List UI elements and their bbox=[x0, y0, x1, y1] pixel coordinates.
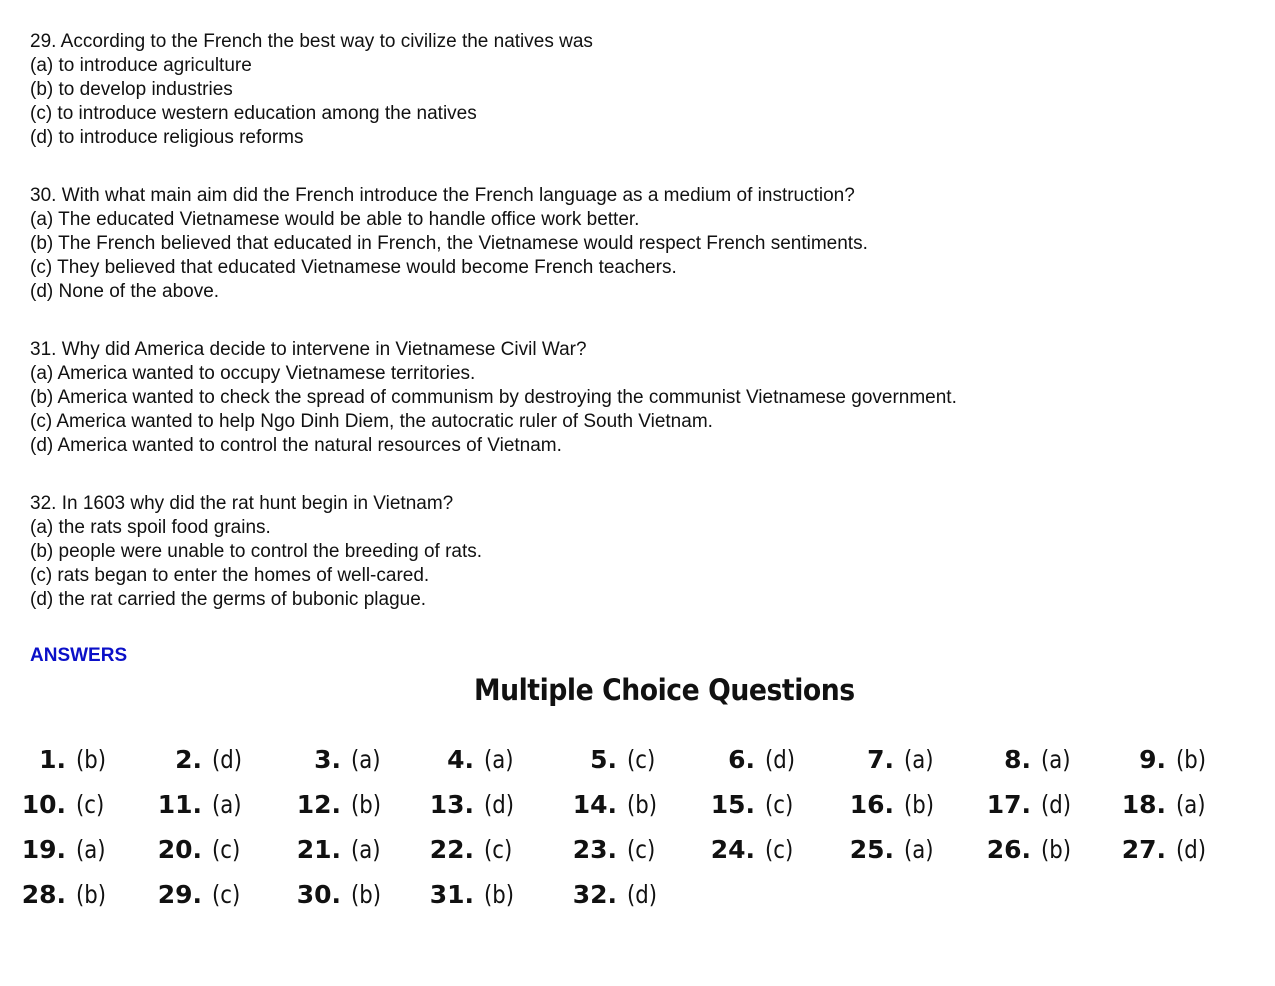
answer-cell bbox=[418, 875, 519, 915]
question-number: 27. bbox=[1121, 835, 1166, 864]
answer-choice: (a) bbox=[1041, 745, 1071, 774]
question-number: 8. bbox=[1004, 745, 1031, 774]
answer-choice: (b) bbox=[484, 880, 515, 909]
answer-choice: (a) bbox=[76, 835, 106, 864]
option-c: (c) to introduce western education among the natives bbox=[30, 103, 477, 124]
question-text: 31. Why did America decide to intervene in Vietnamese Civil War? bbox=[30, 339, 587, 360]
answer-choice: (b) bbox=[76, 880, 107, 909]
answer-choice: (c) bbox=[76, 790, 105, 819]
answer-choice: (d) bbox=[1176, 835, 1207, 864]
answer-cell bbox=[285, 875, 386, 915]
question-number: 20. bbox=[157, 835, 202, 864]
answer-choice: (d) bbox=[212, 745, 243, 774]
option-a: (a) to introduce agriculture bbox=[30, 55, 252, 76]
answer-cell bbox=[561, 785, 662, 825]
answer-row bbox=[0, 740, 1275, 780]
answer-choice: (a) bbox=[904, 745, 934, 774]
question-number: 12. bbox=[296, 790, 341, 819]
answer-choice: (b) bbox=[351, 880, 382, 909]
question-number: 31. bbox=[429, 880, 474, 909]
answer-choice: (b) bbox=[76, 745, 107, 774]
answer-cell bbox=[146, 875, 245, 915]
answer-cell bbox=[146, 740, 247, 780]
answer-cell bbox=[1110, 785, 1211, 825]
option-b: (b) people were unable to control the breeding of rats. bbox=[30, 541, 483, 562]
answer-choice: (d) bbox=[1041, 790, 1072, 819]
answer-choice: (c) bbox=[212, 835, 241, 864]
question-number: 28. bbox=[21, 880, 66, 909]
answer-cell bbox=[146, 785, 247, 825]
answers-heading: ANSWERS bbox=[30, 645, 128, 666]
option-a: (a) the rats spoil food grains. bbox=[30, 517, 271, 538]
answer-cell bbox=[561, 830, 660, 870]
option-b: (b) America wanted to check the spread of communism by destroying the communist Vietnamese government. bbox=[30, 387, 957, 408]
answer-cell bbox=[285, 740, 386, 780]
answer-choice: (a) bbox=[351, 835, 381, 864]
option-c: (c) They believed that educated Vietnamese would become French teachers. bbox=[30, 257, 677, 278]
question-number: 29. bbox=[157, 880, 202, 909]
answer-cell bbox=[418, 785, 519, 825]
answer-choice: (a) bbox=[212, 790, 242, 819]
answer-cell bbox=[699, 740, 800, 780]
question-number: 23. bbox=[572, 835, 617, 864]
answer-choice: (c) bbox=[484, 835, 513, 864]
question-number: 30. bbox=[296, 880, 341, 909]
question-text: 32. In 1603 why did the rat hunt begin in Vietnam? bbox=[30, 493, 454, 514]
answer-cell bbox=[10, 875, 111, 915]
question-31 bbox=[30, 338, 957, 458]
question-number: 17. bbox=[986, 790, 1031, 819]
answer-row bbox=[0, 785, 1275, 825]
question-number: 19. bbox=[21, 835, 66, 864]
question-number: 22. bbox=[429, 835, 474, 864]
answer-choice: (c) bbox=[212, 880, 241, 909]
option-d: (d) to introduce religious reforms bbox=[30, 127, 304, 148]
answer-cell bbox=[285, 785, 386, 825]
question-number: 3. bbox=[314, 745, 341, 774]
question-number: 2. bbox=[175, 745, 202, 774]
question-number: 32. bbox=[572, 880, 617, 909]
question-number: 4. bbox=[447, 745, 474, 774]
question-number: 1. bbox=[39, 745, 66, 774]
answer-choice: (d) bbox=[765, 745, 796, 774]
answer-choice: (b) bbox=[627, 790, 658, 819]
answer-cell bbox=[10, 830, 111, 870]
answer-choice: (b) bbox=[351, 790, 382, 819]
answer-cell bbox=[838, 830, 939, 870]
answer-cell bbox=[10, 740, 111, 780]
question-number: 6. bbox=[728, 745, 755, 774]
question-number: 11. bbox=[157, 790, 202, 819]
question-number: 24. bbox=[710, 835, 755, 864]
question-number: 5. bbox=[590, 745, 617, 774]
question-32 bbox=[30, 492, 482, 612]
answer-choice: (c) bbox=[765, 790, 794, 819]
question-number: 25. bbox=[849, 835, 894, 864]
question-number: 18. bbox=[1121, 790, 1166, 819]
question-30 bbox=[30, 184, 868, 304]
answer-cell bbox=[1110, 740, 1211, 780]
answer-cell bbox=[418, 830, 517, 870]
answer-choice: (c) bbox=[765, 835, 794, 864]
answer-cell bbox=[561, 875, 662, 915]
answer-cell bbox=[561, 740, 660, 780]
answer-cell bbox=[975, 785, 1076, 825]
option-b: (b) The French believed that educated in French, the Vietnamese would respect French sentiments. bbox=[30, 233, 868, 254]
answer-cell bbox=[975, 740, 1076, 780]
answer-choice: (a) bbox=[1176, 790, 1206, 819]
answer-cell bbox=[699, 830, 798, 870]
mcq-title: Multiple Choice Questions bbox=[474, 673, 855, 707]
question-number: 26. bbox=[986, 835, 1031, 864]
answer-cell bbox=[699, 785, 798, 825]
question-number: 13. bbox=[429, 790, 474, 819]
question-text: 29. According to the French the best way to civilize the natives was bbox=[30, 31, 593, 52]
answer-choice: (c) bbox=[627, 745, 656, 774]
answer-choice: (b) bbox=[1176, 745, 1207, 774]
option-d: (d) America wanted to control the natural resources of Vietnam. bbox=[30, 435, 562, 456]
answer-row bbox=[0, 875, 1275, 915]
answer-choice: (b) bbox=[1041, 835, 1072, 864]
answer-choice: (d) bbox=[484, 790, 515, 819]
question-29 bbox=[30, 30, 593, 150]
answer-row bbox=[0, 830, 1275, 870]
answer-choice: (a) bbox=[351, 745, 381, 774]
answer-choice: (a) bbox=[904, 835, 934, 864]
answer-choice: (d) bbox=[627, 880, 658, 909]
answer-cell bbox=[838, 740, 939, 780]
option-a: (a) America wanted to occupy Vietnamese territories. bbox=[30, 363, 476, 384]
answer-cell bbox=[1110, 830, 1211, 870]
option-c: (c) rats began to enter the homes of well-cared. bbox=[30, 565, 430, 586]
answer-cell bbox=[418, 740, 519, 780]
option-d: (d) the rat carried the germs of bubonic plague. bbox=[30, 589, 427, 610]
answer-choice: (c) bbox=[627, 835, 656, 864]
question-number: 9. bbox=[1139, 745, 1166, 774]
question-number: 16. bbox=[849, 790, 894, 819]
option-a: (a) The educated Vietnamese would be able to handle office work better. bbox=[30, 209, 640, 230]
answer-cell bbox=[146, 830, 245, 870]
option-c: (c) America wanted to help Ngo Dinh Diem, the autocratic ruler of South Vietnam. bbox=[30, 411, 713, 432]
answer-cell bbox=[975, 830, 1076, 870]
answer-choice: (b) bbox=[904, 790, 935, 819]
question-number: 7. bbox=[867, 745, 894, 774]
question-number: 10. bbox=[21, 790, 66, 819]
question-number: 21. bbox=[296, 835, 341, 864]
answer-cell bbox=[838, 785, 939, 825]
answer-cell bbox=[10, 785, 109, 825]
option-b: (b) to develop industries bbox=[30, 79, 233, 100]
question-number: 15. bbox=[710, 790, 755, 819]
answer-cell bbox=[285, 830, 386, 870]
option-d: (d) None of the above. bbox=[30, 281, 220, 302]
question-text: 30. With what main aim did the French introduce the French language as a medium of instruction? bbox=[30, 185, 855, 206]
answer-choice: (a) bbox=[484, 745, 514, 774]
question-number: 14. bbox=[572, 790, 617, 819]
